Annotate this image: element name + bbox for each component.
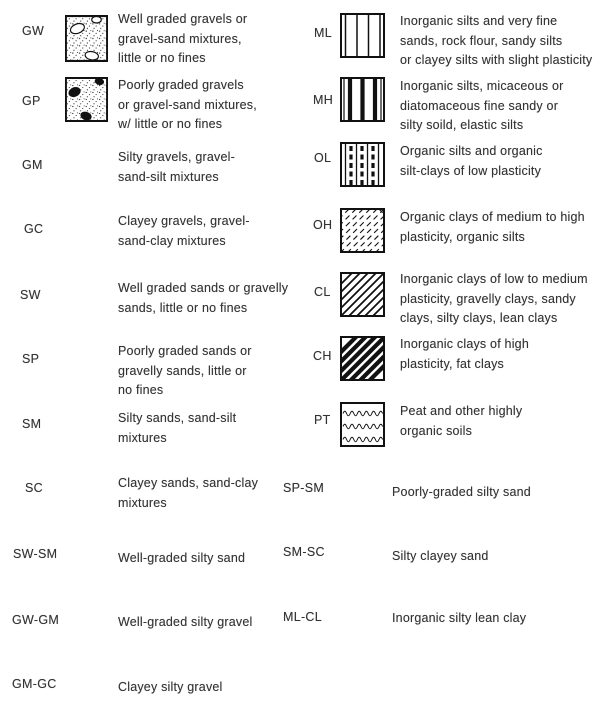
soil-desc-ol [400,142,543,181]
soil-desc-sm-sc [392,547,489,567]
soil-code-sp-sm: SP-SM [283,481,325,495]
desc-line: Inorganic clays of high [400,337,529,351]
soil-pattern-ch-thick-diagonal-hatch-swatch [340,336,385,381]
desc-line: Inorganic silts, micaceous or [400,79,564,93]
desc-line: plasticity, organic silts [400,229,525,244]
soil-code-ml-cl: ML-CL [283,610,323,624]
soil-code-ml: ML [314,26,332,40]
soil-desc-sc [118,474,258,513]
desc-line: Inorganic silts and very fine [400,14,558,28]
desc-line: sands, rock flour, sandy silts [400,33,563,48]
desc-line: plasticity, gravelly clays, sandy [400,291,576,306]
soil-desc-sw [118,279,288,318]
desc-line: Inorganic clays of low to medium [400,272,588,286]
desc-line: Poorly-graded silty sand [392,485,531,499]
soil-code-sw: SW [20,288,41,302]
soil-code-pt: PT [314,413,331,427]
soil-code-gp: GP [22,94,41,108]
desc-line: Silty gravels, gravel- [118,150,235,164]
soil-desc-oh [400,208,585,247]
desc-line: plasticity, fat clays [400,356,504,371]
desc-line: Poorly graded gravels [118,78,244,92]
desc-line: silt-clays of low plasticity [400,163,542,178]
soil-code-cl: CL [314,285,331,299]
desc-line: silty soild, elastic silts [400,118,524,132]
desc-line: sand-clay mixtures [118,233,226,248]
soil-code-ol: OL [314,151,332,165]
soil-desc-mh [400,77,564,136]
desc-line: gravel-sand mixtures, [118,31,242,46]
desc-line: or clayey silts with slight plasticity [400,53,593,67]
soil-code-mh: MH [313,93,334,107]
desc-line: clays, silty clays, lean clays [400,311,558,325]
soil-desc-ml [400,12,592,71]
desc-line: Organic silts and organic [400,144,543,158]
soil-pattern-gp-stippled-blobs-swatch [65,77,108,122]
soil-desc-sw-sm [118,549,245,569]
desc-line: or gravel-sand mixtures, [118,97,257,112]
desc-line: Clayey sands, sand-clay [118,476,259,490]
soil-code-gw: GW [22,24,45,38]
desc-line: little or no fines [118,51,206,65]
soil-desc-pt [400,402,522,441]
soil-code-sm: SM [22,417,42,431]
desc-line: Silty clayey sand [392,549,489,563]
soil-desc-gw-gm [118,613,252,633]
desc-line: Clayey gravels, gravel- [118,214,250,228]
soil-code-oh: OH [313,218,333,232]
desc-line: Clayey silty gravel [118,680,223,694]
soil-code-sp: SP [22,352,40,366]
desc-line: mixtures [118,495,167,510]
soil-pattern-gw-stippled-cobbles-swatch [65,15,108,62]
desc-line: diatomaceous fine sandy or [400,98,559,113]
desc-line: Well-graded silty gravel [118,615,253,629]
soil-desc-sm [118,409,236,448]
desc-line: w/ little or no fines [118,117,223,131]
soil-desc-gp [118,76,257,135]
soil-code-sm-sc: SM-SC [283,545,325,559]
desc-line: organic soils [400,423,473,438]
soil-desc-gc [118,212,250,251]
desc-line: no fines [118,383,164,397]
desc-line: mixtures [118,430,167,445]
soil-pattern-pt-horizontal-wavy-lines-swatch [340,402,385,447]
soil-pattern-ml-thin-vertical-lines-swatch [340,13,385,58]
desc-line: Peat and other highly [400,404,523,418]
soil-desc-sp [118,342,252,401]
soil-code-gw-gm: GW-GM [12,613,60,627]
soil-pattern-cl-thin-diagonal-hatch-swatch [340,272,385,317]
soil-code-gc: GC [24,222,44,236]
soil-pattern-mh-thick-vertical-bars-swatch [340,77,385,122]
soil-code-sw-sm: SW-SM [13,547,58,561]
soil-desc-gw [118,10,247,69]
desc-line: Well graded gravels or [118,12,248,26]
desc-line: Well graded sands or gravelly [118,281,289,295]
soil-desc-gm [118,148,235,187]
desc-line: Poorly graded sands or [118,344,252,358]
soil-pattern-oh-dashed-diagonal-hatch-swatch [340,208,385,253]
desc-line: sand-silt mixtures [118,169,219,184]
soil-desc-sp-sm [392,483,531,503]
soil-code-ch: CH [313,349,332,363]
desc-line: Inorganic silty lean clay [392,611,527,625]
desc-line: Well-graded silty sand [118,551,246,565]
desc-line: gravelly sands, little or [118,363,247,378]
soil-code-sc: SC [25,481,43,495]
soil-code-gm-gc: GM-GC [12,677,57,691]
soil-desc-ml-cl [392,609,526,629]
soil-desc-ch [400,335,529,374]
soil-desc-gm-gc [118,678,223,698]
soil-desc-cl [400,270,588,329]
desc-line: Organic clays of medium to high [400,210,585,224]
desc-line: Silty sands, sand-silt [118,411,237,425]
soil-pattern-ol-dashed-vertical-bars-swatch [340,142,385,187]
desc-line: sands, little or no fines [118,300,248,315]
soil-code-gm: GM [22,158,43,172]
